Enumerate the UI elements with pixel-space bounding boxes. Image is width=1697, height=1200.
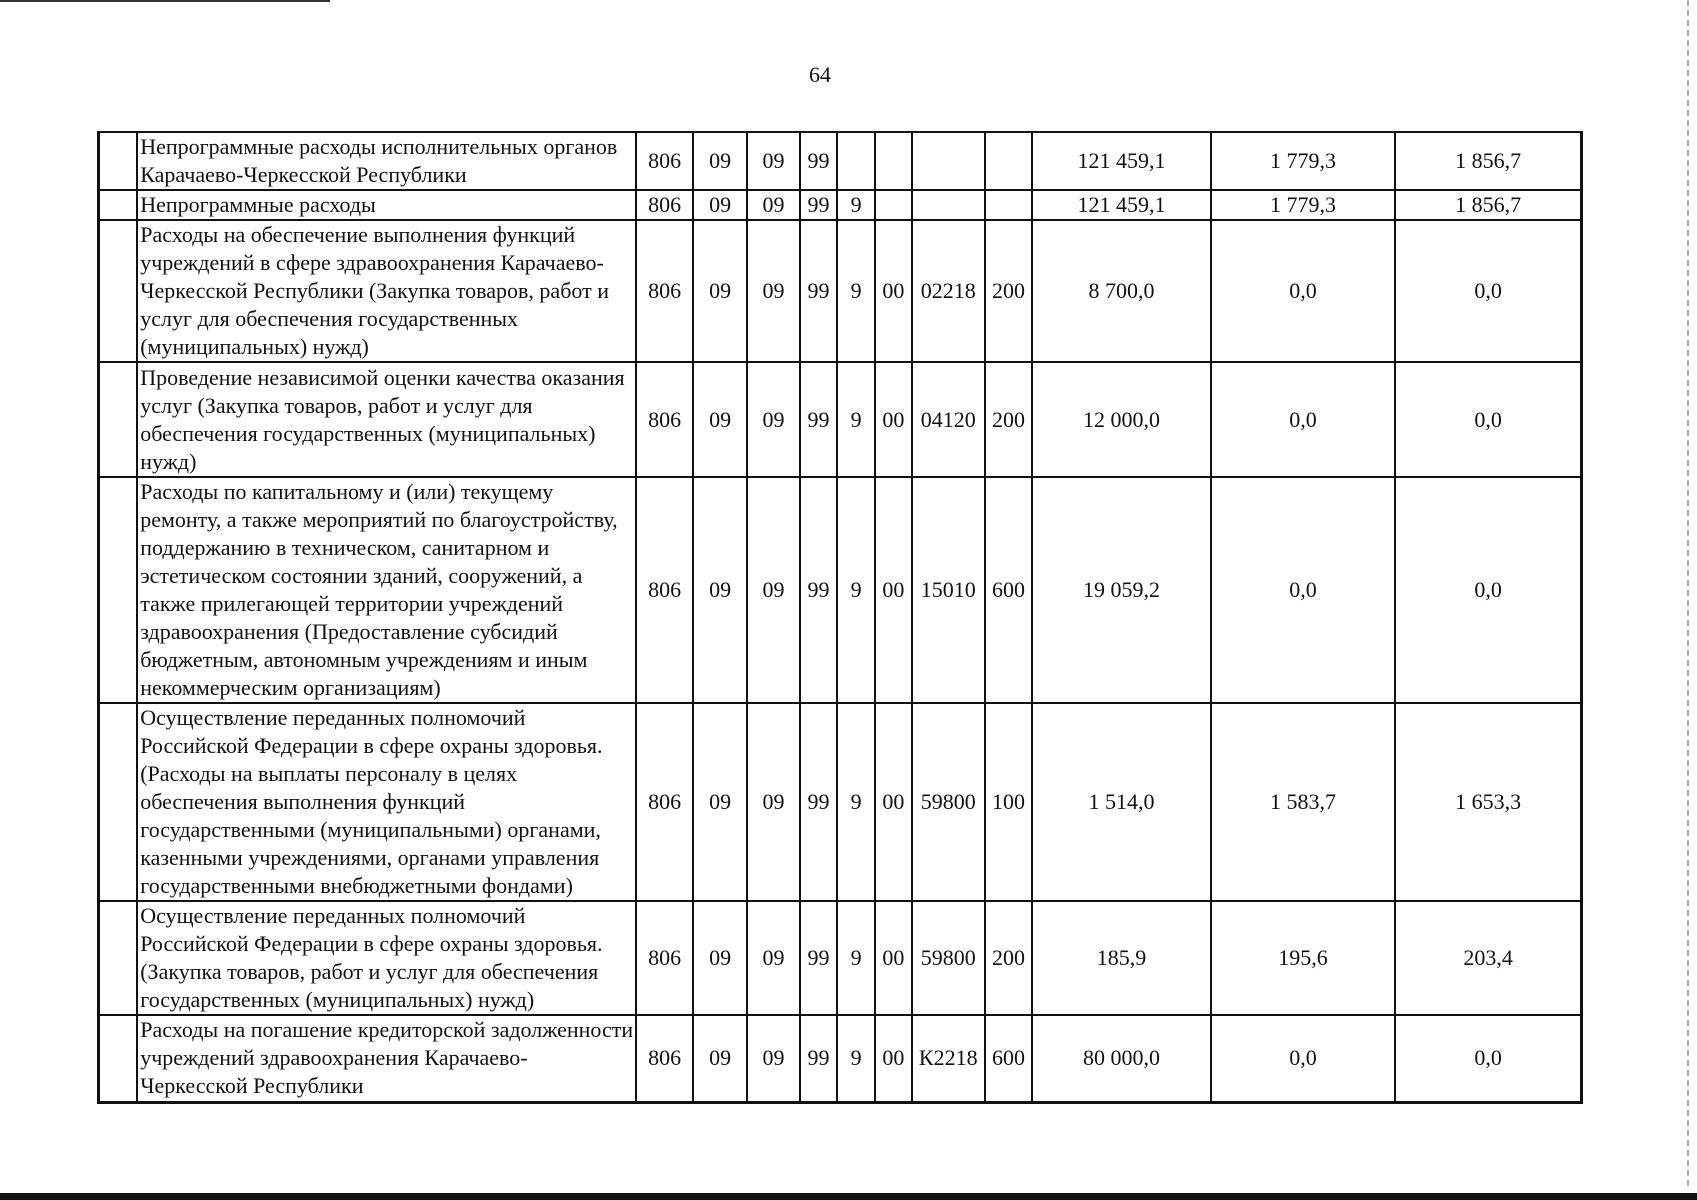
code-section-cell: 09 xyxy=(693,703,747,901)
amount-year-3-cell: 0,0 xyxy=(1395,1015,1581,1102)
code-expense-type-cell xyxy=(985,132,1032,190)
code-main-event-cell: 00 xyxy=(875,1015,912,1102)
amount-year-3-cell: 1 856,7 xyxy=(1395,132,1581,190)
code-subprogram-cell xyxy=(837,132,875,190)
table-row xyxy=(99,190,1582,220)
table-row xyxy=(99,132,1582,190)
code-section-cell: 09 xyxy=(693,477,747,703)
amount-year-2-cell: 0,0 xyxy=(1211,220,1395,362)
row-number-cell xyxy=(99,901,138,1015)
code-program-cell: 99 xyxy=(800,703,838,901)
code-subsection-cell: 09 xyxy=(747,477,799,703)
code-direction-cell xyxy=(912,132,985,190)
code-direction-cell: 04120 xyxy=(912,362,985,477)
row-number-cell xyxy=(99,362,138,477)
row-number-cell xyxy=(99,132,138,190)
top-edge-line xyxy=(0,0,330,2)
code-ministry-cell: 806 xyxy=(636,132,693,190)
expense-name-cell: Проведение независимой оценки качества оказания услуг (Закупка товаров, работ и услуг для обеспечения государственных (муниципальных) нужд) xyxy=(137,362,636,477)
table-body xyxy=(99,132,1582,1102)
amount-year-1-cell: 8 700,0 xyxy=(1032,220,1211,362)
code-section-cell: 09 xyxy=(693,220,747,362)
code-subsection-cell: 09 xyxy=(747,362,799,477)
code-main-event-cell: 00 xyxy=(875,477,912,703)
amount-year-3-cell: 1 856,7 xyxy=(1395,190,1581,220)
row-number-cell xyxy=(99,477,138,703)
row-number-cell xyxy=(99,1015,138,1102)
amount-year-1-cell: 19 059,2 xyxy=(1032,477,1211,703)
expense-name-cell: Осуществление переданных полномочий Российской Федерации в сфере охраны здоровья. (Закупка товаров, работ и услуг для обеспечения государственных (муниципальных) нужд) xyxy=(137,901,636,1015)
table-row xyxy=(99,1015,1582,1102)
code-section-cell: 09 xyxy=(693,362,747,477)
code-section-cell: 09 xyxy=(693,190,747,220)
amount-year-3-cell: 203,4 xyxy=(1395,901,1581,1015)
code-expense-type-cell: 600 xyxy=(985,1015,1032,1102)
amount-year-1-cell: 12 000,0 xyxy=(1032,362,1211,477)
code-main-event-cell: 00 xyxy=(875,703,912,901)
amount-year-1-cell: 80 000,0 xyxy=(1032,1015,1211,1102)
code-ministry-cell: 806 xyxy=(636,362,693,477)
code-subprogram-cell: 9 xyxy=(837,901,875,1015)
code-expense-type-cell: 600 xyxy=(985,477,1032,703)
amount-year-3-cell: 0,0 xyxy=(1395,220,1581,362)
row-number-cell xyxy=(99,220,138,362)
amount-year-2-cell: 1 779,3 xyxy=(1211,190,1395,220)
code-direction-cell xyxy=(912,190,985,220)
code-program-cell: 99 xyxy=(800,362,838,477)
amount-year-1-cell: 121 459,1 xyxy=(1032,132,1211,190)
code-expense-type-cell: 100 xyxy=(985,703,1032,901)
code-program-cell: 99 xyxy=(800,901,838,1015)
code-expense-type-cell xyxy=(985,190,1032,220)
code-main-event-cell: 00 xyxy=(875,901,912,1015)
code-subsection-cell: 09 xyxy=(747,901,799,1015)
expense-name-cell: Осуществление переданных полномочий Российской Федерации в сфере охраны здоровья. (Расходы на выплаты персоналу в целях обеспечения выполнения функций государственными (муниципальными) органами, казенными учреждениями, органами управления государственными внебюджетными фондами) xyxy=(137,703,636,901)
row-number-cell xyxy=(99,703,138,901)
amount-year-2-cell: 0,0 xyxy=(1211,1015,1395,1102)
table-row xyxy=(99,703,1582,901)
code-subprogram-cell: 9 xyxy=(837,220,875,362)
code-section-cell: 09 xyxy=(693,901,747,1015)
code-subsection-cell: 09 xyxy=(747,220,799,362)
code-program-cell: 99 xyxy=(800,220,838,362)
expense-name-cell: Непрограммные расходы исполнительных органов Карачаево-Черкесской Республики xyxy=(137,132,636,190)
row-number-cell xyxy=(99,190,138,220)
code-main-event-cell xyxy=(875,132,912,190)
code-direction-cell: К2218 xyxy=(912,1015,985,1102)
code-ministry-cell: 806 xyxy=(636,220,693,362)
amount-year-3-cell: 0,0 xyxy=(1395,477,1581,703)
code-expense-type-cell: 200 xyxy=(985,220,1032,362)
bottom-edge-line xyxy=(0,1193,1697,1200)
code-section-cell: 09 xyxy=(693,1015,747,1102)
code-program-cell: 99 xyxy=(800,190,838,220)
amount-year-1-cell: 121 459,1 xyxy=(1032,190,1211,220)
code-direction-cell: 59800 xyxy=(912,703,985,901)
code-main-event-cell xyxy=(875,190,912,220)
amount-year-3-cell: 1 653,3 xyxy=(1395,703,1581,901)
code-subprogram-cell: 9 xyxy=(837,477,875,703)
page-number: 64 xyxy=(809,62,831,87)
code-subsection-cell: 09 xyxy=(747,1015,799,1102)
code-ministry-cell: 806 xyxy=(636,190,693,220)
code-direction-cell: 02218 xyxy=(912,220,985,362)
code-subprogram-cell: 9 xyxy=(837,190,875,220)
expense-name-cell: Непрограммные расходы xyxy=(137,190,636,220)
code-ministry-cell: 806 xyxy=(636,703,693,901)
table-row xyxy=(99,477,1582,703)
code-program-cell: 99 xyxy=(800,132,838,190)
amount-year-1-cell: 1 514,0 xyxy=(1032,703,1211,901)
amount-year-2-cell: 195,6 xyxy=(1211,901,1395,1015)
code-subprogram-cell: 9 xyxy=(837,362,875,477)
expense-name-cell: Расходы по капитальному и (или) текущему ремонту, а также мероприятий по благоустройству, поддержанию в техническом, санитарном и эстетическом состоянии зданий, сооружений, а также прилегающей территории учреждений здравоохранения (Предоставление субсидий бюджетным, автономным учреждениям и иным некоммерческим организациям) xyxy=(137,477,636,703)
code-ministry-cell: 806 xyxy=(636,1015,693,1102)
code-ministry-cell: 806 xyxy=(636,477,693,703)
amount-year-2-cell: 1 583,7 xyxy=(1211,703,1395,901)
amount-year-1-cell: 185,9 xyxy=(1032,901,1211,1015)
table-row xyxy=(99,901,1582,1015)
code-subprogram-cell: 9 xyxy=(837,1015,875,1102)
code-subprogram-cell: 9 xyxy=(837,703,875,901)
code-ministry-cell: 806 xyxy=(636,901,693,1015)
table-row xyxy=(99,220,1582,362)
code-main-event-cell: 00 xyxy=(875,220,912,362)
code-subsection-cell: 09 xyxy=(747,190,799,220)
expense-name-cell: Расходы на погашение кредиторской задолженности учреждений здравоохранения Карачаево-Черкесской Республики xyxy=(137,1015,636,1102)
code-expense-type-cell: 200 xyxy=(985,362,1032,477)
amount-year-2-cell: 0,0 xyxy=(1211,477,1395,703)
code-subsection-cell: 09 xyxy=(747,703,799,901)
amount-year-2-cell: 1 779,3 xyxy=(1211,132,1395,190)
amount-year-3-cell: 0,0 xyxy=(1395,362,1581,477)
scan-edge-line xyxy=(1687,0,1689,1190)
code-section-cell: 09 xyxy=(693,132,747,190)
amount-year-2-cell: 0,0 xyxy=(1211,362,1395,477)
code-program-cell: 99 xyxy=(800,477,838,703)
code-direction-cell: 59800 xyxy=(912,901,985,1015)
code-direction-cell: 15010 xyxy=(912,477,985,703)
budget-table xyxy=(97,131,1583,1104)
code-expense-type-cell: 200 xyxy=(985,901,1032,1015)
table-row xyxy=(99,362,1582,477)
code-subsection-cell: 09 xyxy=(747,132,799,190)
code-program-cell: 99 xyxy=(800,1015,838,1102)
expense-name-cell: Расходы на обеспечение выполнения функций учреждений в сфере здравоохранения Карачаево-Черкесской Республики (Закупка товаров, работ и услуг для обеспечения государственных (муниципальных) нужд) xyxy=(137,220,636,362)
code-main-event-cell: 00 xyxy=(875,362,912,477)
